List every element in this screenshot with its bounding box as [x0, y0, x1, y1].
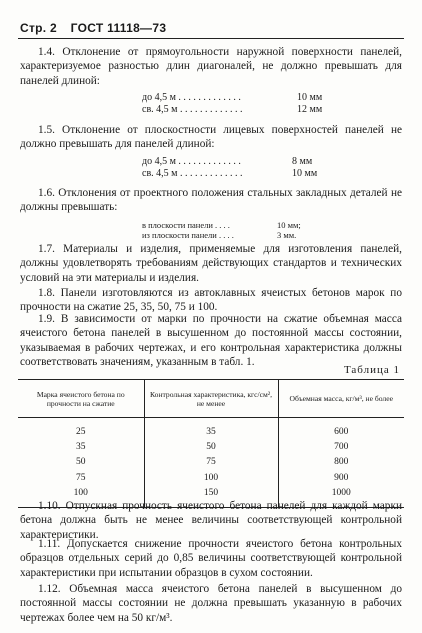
page-number: Стр. 2: [20, 21, 58, 35]
spec-1-6-row-1: в плоскости панели . . . . 10 мм;: [142, 220, 301, 230]
table-row: [18, 439, 404, 454]
cell-grade: 50: [18, 455, 144, 470]
paragraph-1-7: 1.7. Материалы и изделия, применяемые для изготовления панелей, должны удовлетворять требованиям действующих стандартов и технических условий на эти материалы и изделия.: [20, 243, 402, 284]
page-header: [20, 21, 176, 35]
cell-density: 1000: [331, 488, 351, 499]
column-header-density: Объемная масса, кг/м³, не более: [289, 394, 393, 403]
paragraph-1-9: 1.9. В зависимости от марки по прочности на сжатие объемная масса ячеистого бетона панелей в высушенном до постоянной массы состоянии, указываемая в рабочих чертежах, и его контрольная характеристика должны соответствовать значениям, указанным в табл. 1.: [20, 313, 402, 368]
cell-grade: 75: [18, 470, 144, 485]
cell-density: 800: [334, 457, 349, 468]
paragraph-1-6: 1.6. Отклонения от проектного положения стальных закладных деталей не должны превышать:: [20, 187, 402, 214]
cell-control: 50: [144, 439, 278, 454]
spec-value: 3 мм.: [277, 230, 297, 240]
spec-1-4-row-1: до 4,5 м . . . . . . . . . . . . . 10 мм: [142, 92, 323, 103]
table-caption: Таблица 1: [343, 364, 400, 376]
cell-grade: 35: [18, 439, 144, 454]
cell-density: 900: [334, 472, 349, 483]
table-row: [18, 455, 404, 470]
standard-code: ГОСТ 11118—73: [70, 21, 167, 35]
spec-label: в плоскости панели: [142, 220, 213, 230]
cell-control: 75: [144, 455, 278, 470]
paragraph-1-12: 1.12. Объемная масса ячеистого бетона панелей в высушенном до постоянной массы состоянии не должна превышать указанную в рабочих чертежах более чем на 50 кг/м³.: [20, 583, 402, 624]
spec-1-5-row-1: до 4,5 м . . . . . . . . . . . . . 8 мм: [142, 156, 313, 167]
spec-label: до 4,5 м: [142, 156, 176, 167]
spec-value: 10 мм: [292, 168, 318, 179]
spec-value: 8 мм: [292, 156, 313, 167]
paragraph-1-4: 1.4. Отклонение от прямоугольности наружной поверхности панелей, характеризуемое разностью длин диагоналей, не должно превышать для панелей длиной:: [20, 46, 402, 87]
spec-1-5-row-2: св. 4,5 м . . . . . . . . . . . . . 10 мм: [142, 168, 318, 179]
spec-label: из плоскости панели: [142, 230, 217, 240]
table-header-row: [18, 380, 404, 418]
cell-grade: 100: [18, 486, 144, 508]
paragraph-1-10: 1.10. Отпускная прочность ячеистого бетона панелей для каждой марки бетона должна быть не менее величины соответствующей контрольной характеристики.: [20, 500, 402, 541]
paragraph-1-5: 1.5. Отклонение от плоскостности лицевых поверхностей панелей не должно превышать для панелей длиной:: [20, 124, 402, 151]
paragraph-1-8: 1.8. Панели изготовляются из автоклавных ячеистых бетонов марок по прочности на сжатие 25, 35, 50, 75 и 100.: [20, 287, 402, 314]
spec-value: 10 мм: [297, 92, 323, 103]
table-row: [18, 418, 404, 440]
table-row: [18, 470, 404, 485]
spec-1-6-row-2: из плоскости панели . . . . 3 мм.: [142, 230, 297, 240]
paragraph-1-11: 1.11. Допускается снижение прочности ячеистого бетона контрольных образцов отдельных серий до 0,85 величины соответствующей контрольной характеристики при испытании образцов в сухом состоянии.: [20, 538, 402, 579]
spec-label: до 4,5 м: [142, 92, 176, 103]
cell-density: 700: [334, 442, 349, 453]
cell-control: 35: [144, 418, 278, 440]
table-1: [18, 379, 404, 508]
spec-label: св. 4,5 м: [142, 104, 178, 115]
column-header-control: Контрольная характеристика, кгс/см², не менее: [144, 380, 278, 418]
spec-label: св. 4,5 м: [142, 168, 178, 179]
header-rule: [18, 38, 404, 39]
cell-control: 150: [144, 486, 278, 508]
cell-control: 100: [144, 470, 278, 485]
spec-1-4-row-2: св. 4,5 м . . . . . . . . . . . . . 12 мм: [142, 104, 323, 115]
column-header-grade: Марка ячеистого бетона по прочности на сжатие: [18, 380, 144, 418]
spec-value: 12 мм: [297, 104, 323, 115]
spec-value: 10 мм;: [277, 220, 301, 230]
cell-grade: 25: [18, 418, 144, 440]
cell-density: 600: [334, 426, 349, 437]
